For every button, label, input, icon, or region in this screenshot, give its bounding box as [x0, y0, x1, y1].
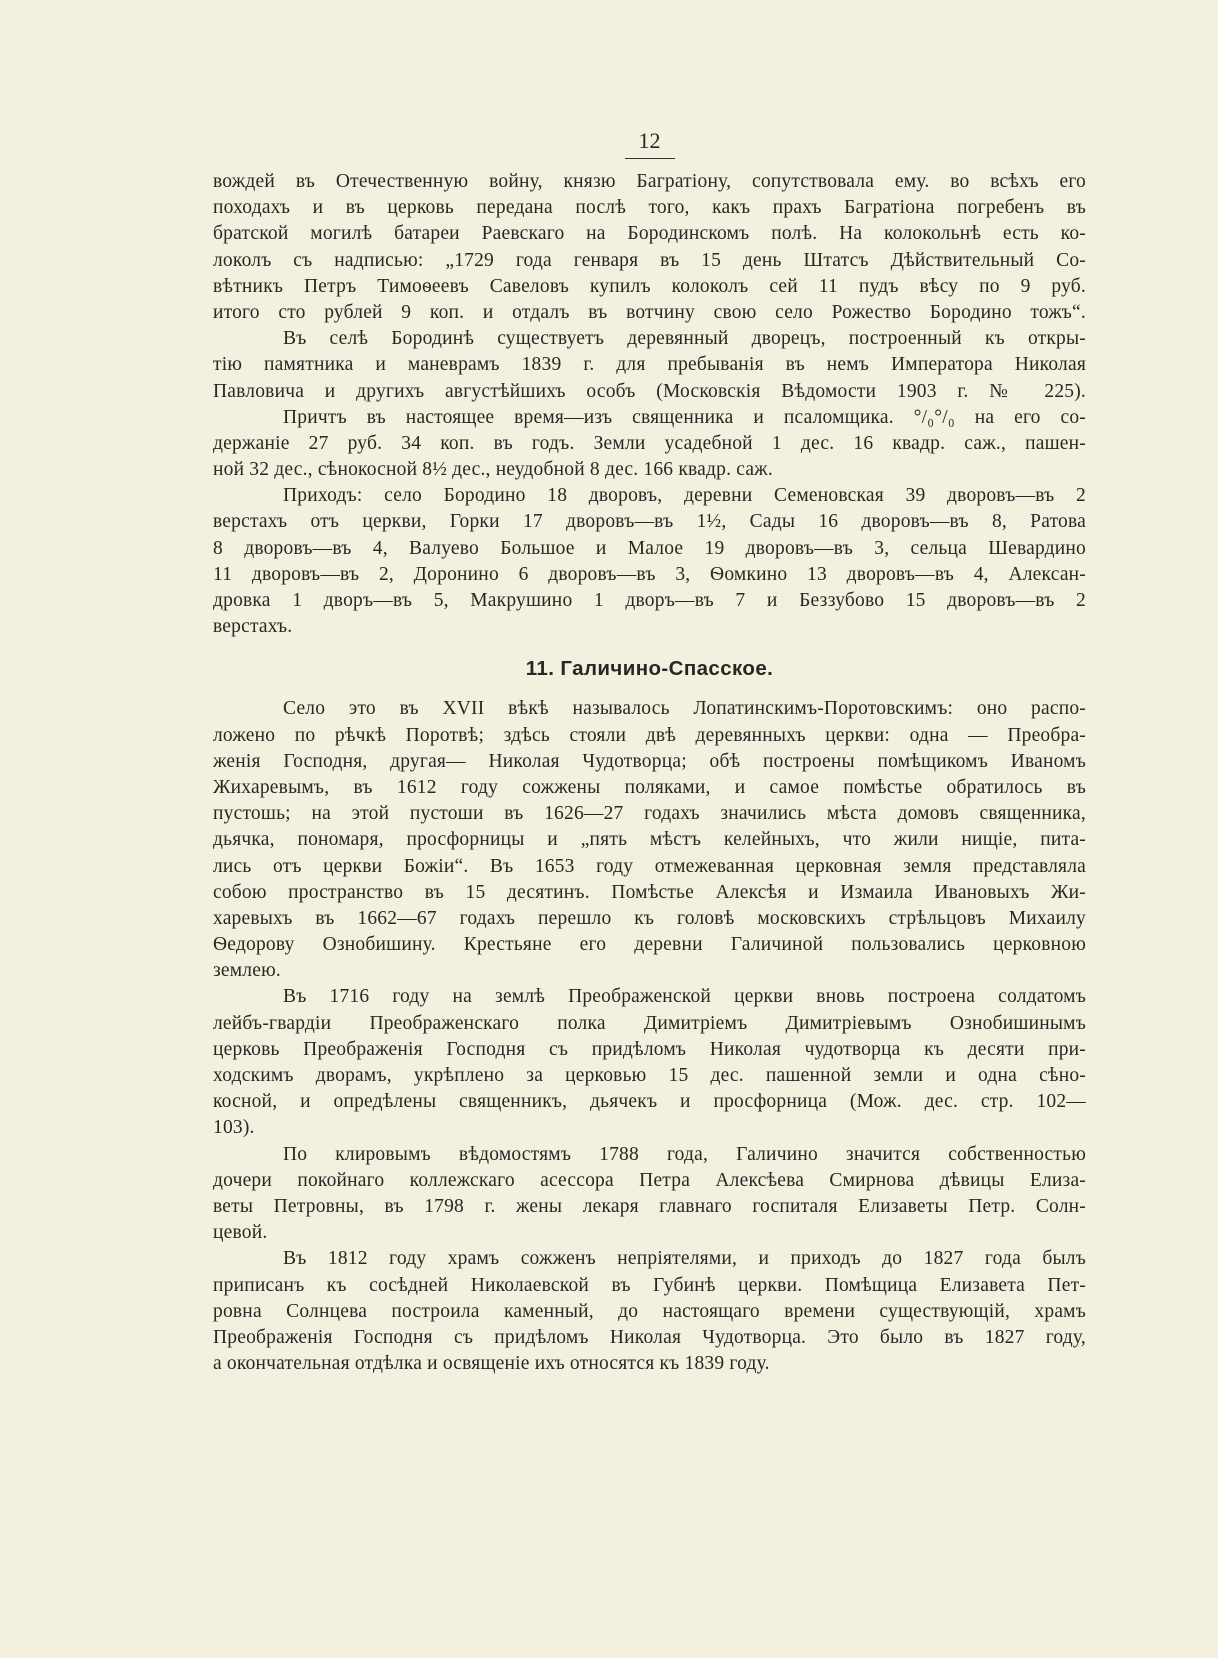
text-line: вѣтникъ Петръ Тимоѳеевъ Савеловъ купилъ колоколъ сей 11 пудъ вѣсу по 9 руб.	[213, 275, 1086, 297]
text-line: собою пространство въ 15 десятинъ. Помѣстье Алексѣя и Измаила Ивановыхъ Жи-	[213, 881, 1086, 903]
section-galichino-spasskoe	[213, 696, 1086, 1377]
text-line: приписанъ къ сосѣдней Николаевской въ Губинѣ церкви. Помѣщица Елизавета Пет-	[213, 1274, 1086, 1296]
text-line: ной 32 дес., сѣнокосной 8½ дес., неудобной 8 дес. 166 квадр. саж.	[213, 459, 773, 481]
text-line: дьячка, пономаря, просфорницы и „пять мѣстъ келейныхъ, что жили нищіе, пита-	[213, 829, 1086, 851]
text-line: Село это въ XVII вѣкѣ называлось Лопатинскимъ-Поротовскимъ: оно распо-	[283, 698, 1086, 720]
paragraph	[213, 483, 1086, 640]
text-line: верстахъ.	[213, 616, 293, 638]
paragraph	[213, 1246, 1086, 1377]
paragraph	[213, 984, 1086, 1141]
text-line: верстахъ отъ церкви, Горки 17 дворовъ—въ 1½, Сады 16 дворовъ—въ 8, Ратова	[213, 511, 1086, 533]
text-line: ровна Солнцева построила каменный, до настоящаго времени существующій, храмъ	[213, 1300, 1086, 1322]
text-line: ложено по рѣчкѣ Поротвѣ; здѣсь стояли двѣ деревянныхъ церкви: одна — Преобра-	[213, 724, 1086, 746]
text-line: дочери покойнаго коллежскаго асессора Петра Алексѣева Смирнова дѣвицы Елиза-	[213, 1169, 1086, 1191]
text-line: братской могилѣ батареи Раевскаго на Бородинскомъ полѣ. На колокольнѣ есть ко-	[213, 223, 1086, 245]
text-line: цевой.	[213, 1222, 268, 1244]
paragraph	[213, 1142, 1086, 1247]
text-line: харевыхъ въ 1662—67 годахъ перешло къ головѣ московскихъ стрѣльцовъ Михаилу	[213, 907, 1086, 929]
text-line: лись отъ церкви Божіи“. Въ 1653 году отмежеванная церковная земля представляла	[213, 855, 1086, 877]
text-line: 103).	[213, 1117, 255, 1139]
text-line: Ѳедорову Ознобишину. Крестьяне его деревни Галичиной пользовались церковною	[213, 934, 1086, 956]
text-line: а окончательная отдѣлка и освященіе ихъ относятся къ 1839 году.	[213, 1353, 770, 1375]
paragraph	[213, 696, 1086, 984]
section-borodino-continued	[213, 169, 1086, 640]
page-number: 12	[213, 126, 1086, 159]
text-line: тію памятника и маневрамъ 1839 г. для пребыванія въ немъ Императора Николая	[213, 354, 1086, 376]
text-line: Въ 1812 году храмъ сожженъ непріятелями, и приходъ до 1827 года былъ	[283, 1248, 1086, 1270]
text-line: держаніе 27 руб. 34 коп. въ годъ. Земли усадебной 1 дес. 16 квадр. саж., пашен-	[213, 432, 1086, 454]
text-line: дровка 1 дворъ—въ 5, Макрушино 1 дворъ—въ 7 и Беззубово 15 дворовъ—въ 2	[213, 590, 1086, 611]
text-line: Въ 1716 году на землѣ Преображенской церкви вновь построена солдатомъ	[283, 986, 1086, 1008]
text-line: землею.	[213, 960, 281, 982]
text-line: вождей въ Отечественную войну, князю Багратіону, сопутствовала ему. во всѣхъ его	[213, 171, 1086, 192]
text-line: Преображенія Господня съ придѣломъ Николая Чудотворца. Это было въ 1827 году,	[213, 1326, 1086, 1348]
section-heading: 11. Галичино-Спасское.	[525, 657, 774, 681]
text-line: локолъ съ надписью: „1729 года генваря въ 15 день Штатсъ Дѣйствительный Со-	[213, 249, 1086, 271]
text-line: Жихаревымъ, въ 1612 году сожжены поляками, и самое помѣстье обратилось въ	[213, 776, 1086, 798]
text-line: веты Петровны, въ 1798 г. жены лекаря главнаго госпиталя Елизаветы Петр. Солн-	[213, 1195, 1086, 1217]
text-line: ходскимъ дворамъ, укрѣплено за церковью 15 дес. пашенной земли и одна сѣно-	[213, 1065, 1086, 1086]
paragraph	[213, 326, 1086, 405]
text-line: По клировымъ вѣдомостямъ 1788 года, Галичино значится собственностью	[283, 1143, 1086, 1165]
text-line: Причтъ въ настоящее время—изъ священника и псаломщика. °/₀°/₀ на его со-	[283, 406, 1086, 428]
document-page	[213, 126, 1086, 1377]
text-line: 8 дворовъ—въ 4, Валуево Большое и Малое 19 дворовъ—въ 3, сельца Шевардино	[213, 537, 1086, 559]
paragraph	[213, 405, 1086, 484]
text-line: пустошь; на этой пустоши въ 1626—27 годахъ значились мѣста домовъ священника,	[213, 803, 1086, 825]
text-line: Въ селѣ Бородинѣ существуетъ деревянный дворецъ, построенный къ откры-	[283, 328, 1086, 350]
text-line: косной, и опредѣлены священникъ, дьячекъ и просфорница (Мож. дес. стр. 102—	[213, 1091, 1086, 1113]
paragraph	[213, 169, 1086, 326]
text-line: 11 дворовъ—въ 2, Доронино 6 дворовъ—въ 3, Ѳомкино 13 дворовъ—въ 4, Алексан-	[213, 563, 1086, 585]
text-line: Приходъ: село Бородино 18 дворовъ, деревни Семеновская 39 дворовъ—въ 2	[283, 485, 1086, 507]
text-line: итого сто рублей 9 коп. и отдалъ въ вотчину свою село Рожество Бородино тожъ“.	[213, 301, 1086, 323]
text-line: походахъ и въ церковь передана послѣ того, какъ прахъ Багратіона погребенъ въ	[213, 197, 1086, 219]
text-line: женія Господня, другая— Николая Чудотворца; обѣ построены помѣщикомъ Иваномъ	[213, 750, 1086, 772]
text-line: церковь Преображенія Господня съ придѣломъ Николая чудотворца къ десяти при-	[213, 1038, 1086, 1060]
text-line: Павловича и другихъ августѣйшихъ особъ (Московскія Вѣдомости 1903 г. № 225).	[213, 380, 1086, 402]
text-line: лейбъ-гвардіи Преображенскаго полка Димитріемъ Димитріевымъ Ознобишинымъ	[213, 1012, 1086, 1034]
